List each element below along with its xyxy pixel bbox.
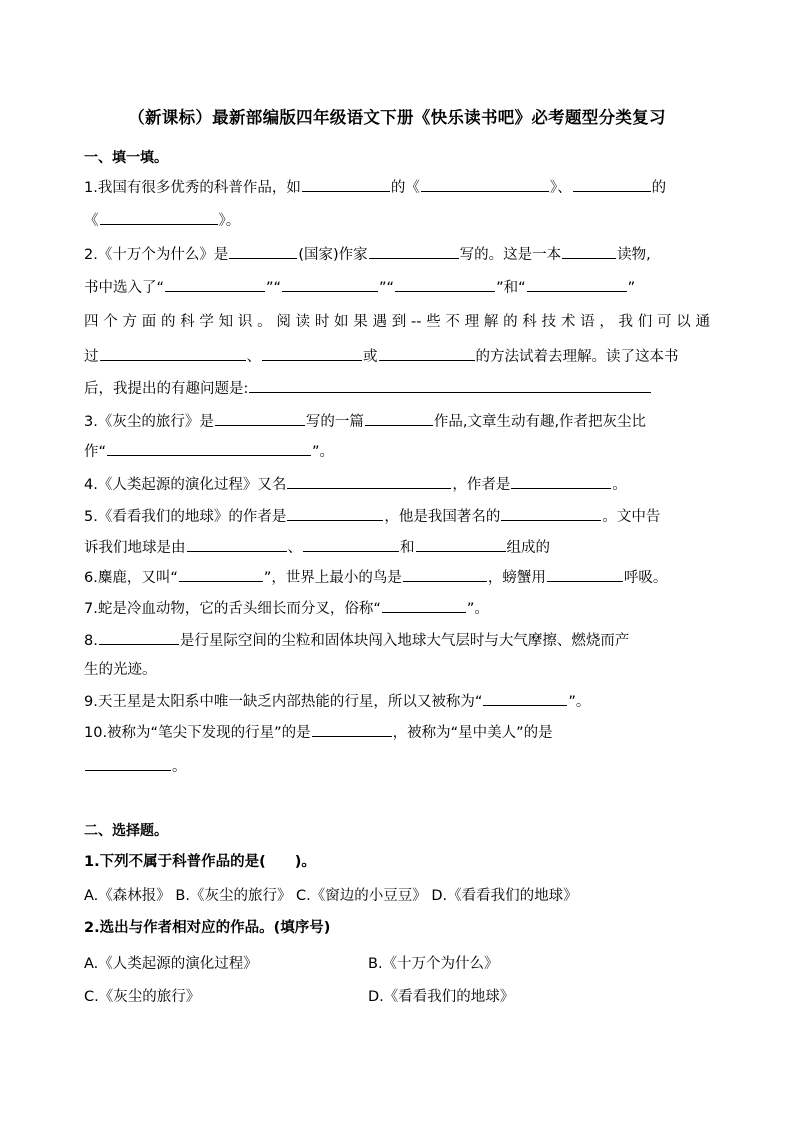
question-2-line-4: 过 、 或 的方法试着去理解。读了这本书 <box>84 346 710 367</box>
option-b[interactable]: B.《十万个为什么》 <box>368 956 499 972</box>
option-a[interactable]: A.《人类起源的演化过程》 <box>84 956 258 972</box>
answer-blank[interactable] <box>527 277 627 292</box>
question-3-line-2: 作“ ”。 <box>84 441 710 462</box>
answer-blank[interactable] <box>382 598 466 613</box>
question-2-line-2: 书中选入了“ ”“ ”“ ”和“ ” <box>84 277 710 298</box>
section-2-heading: 二、选择题。 <box>84 823 168 839</box>
answer-blank[interactable] <box>369 244 459 259</box>
answer-blank[interactable] <box>249 378 651 393</box>
question-6: 6.麋鹿，又叫“ ”，世界上最小的鸟是 ，螃蟹用 呼吸。 <box>84 567 710 588</box>
question-10-line-1: 10.被称为“笔尖下发现的行星”的是 ，被称为“星中美人”的是 <box>84 722 710 743</box>
question-1-line-2: 《 》。 <box>84 210 710 231</box>
answer-blank[interactable] <box>379 346 475 361</box>
question-9: 9.天王星是太阳系中唯一缺乏内部热能的行星，所以又被称为“ ”。 <box>84 691 710 712</box>
answer-blank[interactable] <box>365 411 433 426</box>
question-4: 4.《人类起源的演化过程》又名 ，作者是 。 <box>84 474 710 495</box>
answer-blank[interactable] <box>511 474 611 489</box>
question-8-line-1: 8. 是行星际空间的尘粒和固体块闯入地球大气层时与大气摩擦、燃烧而产 <box>84 630 710 651</box>
answer-blank[interactable] <box>262 346 362 361</box>
answer-blank[interactable] <box>403 567 487 582</box>
answer-blank[interactable] <box>562 244 616 259</box>
answer-blank[interactable] <box>85 756 171 771</box>
question-1-line-1: 1.我国有很多优秀的科普作品，如 的《 》、 的 <box>84 177 710 198</box>
answer-blank[interactable] <box>483 691 567 706</box>
answer-blank[interactable] <box>573 177 651 192</box>
question-10-line-2: 。 <box>84 756 710 777</box>
question-8-line-2: 生的光迹。 <box>84 662 157 678</box>
section-1-heading: 一、填一填。 <box>84 150 168 166</box>
answer-blank[interactable] <box>100 346 246 361</box>
answer-blank[interactable] <box>312 722 392 737</box>
answer-blank[interactable] <box>287 506 383 521</box>
answer-blank[interactable] <box>187 537 287 552</box>
choice-question-1-stem: 1.下列不属于科普作品的是( )。 <box>84 854 316 870</box>
option-c[interactable]: C.《灰尘的旅行》 <box>84 989 201 1005</box>
answer-blank[interactable] <box>282 277 378 292</box>
answer-blank[interactable] <box>179 567 263 582</box>
question-2-line-5: 后，我提出的有趣问题是: <box>84 378 710 399</box>
question-2-line-1: 2.《十万个为什么》是 (国家)作家 写的。这是一本 读物, <box>84 244 710 265</box>
answer-blank[interactable] <box>229 244 297 259</box>
answer-blank[interactable] <box>287 474 451 489</box>
answer-blank[interactable] <box>107 441 311 456</box>
question-5-line-1: 5.《看看我们的地球》的作者是 ，他是我国著名的 。文中告 <box>84 506 710 527</box>
question-3-line-1: 3.《灰尘的旅行》是 写的一篇 作品,文章生动有趣,作者把灰尘比 <box>84 411 710 432</box>
answer-blank[interactable] <box>165 277 265 292</box>
option-d[interactable]: D.《看看我们的地球》 <box>368 989 515 1005</box>
choice-question-2-stem: 2.选出与作者相对应的作品。(填序号) <box>84 920 331 936</box>
answer-blank[interactable] <box>416 537 506 552</box>
answer-blank[interactable] <box>215 411 305 426</box>
answer-blank[interactable] <box>501 506 601 521</box>
answer-blank[interactable] <box>302 177 390 192</box>
question-2-line-3: 四个方面的科学知识。阅读时如果遇到--些不理解的科技术语，我们可以通 <box>84 314 710 330</box>
question-5-line-2: 诉我们地球是由 、 和 组成的 <box>84 537 710 558</box>
answer-blank[interactable] <box>547 567 623 582</box>
answer-blank[interactable] <box>99 630 179 645</box>
choice-question-1-options[interactable]: A.《森林报》 B.《灰尘的旅行》 C.《窗边的小豆豆》 D.《看看我们的地球》 <box>84 888 578 904</box>
answer-blank[interactable] <box>303 537 399 552</box>
answer-blank[interactable] <box>395 277 495 292</box>
question-7: 7.蛇是冷血动物，它的舌头细长而分叉，俗称“ ”。 <box>84 598 710 619</box>
page-title: （新课标）最新部编版四年级语文下册《快乐读书吧》必考题型分类复习 <box>128 108 666 127</box>
answer-blank[interactable] <box>421 177 549 192</box>
answer-blank[interactable] <box>100 210 218 225</box>
